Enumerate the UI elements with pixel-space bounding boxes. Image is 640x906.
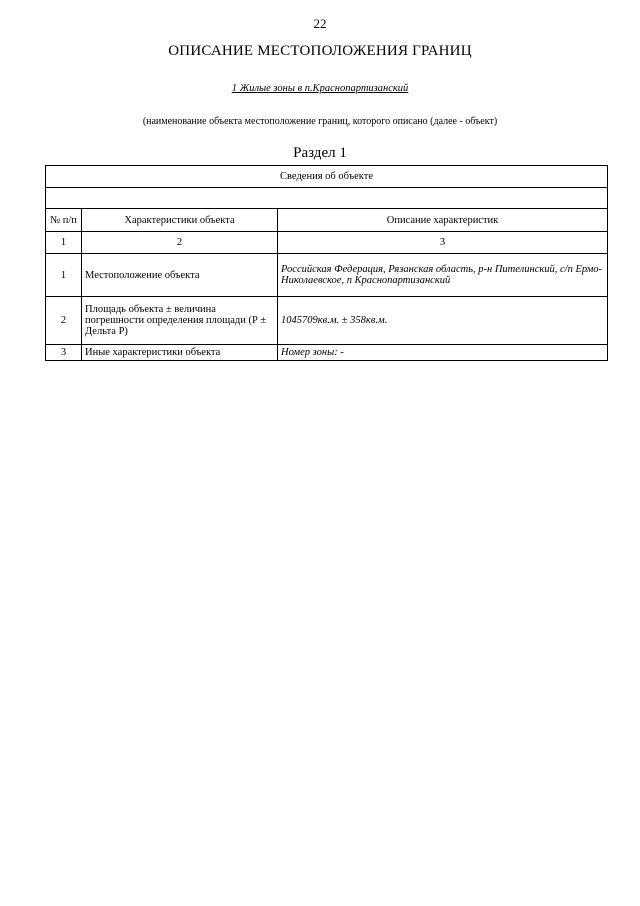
object-info-table bbox=[45, 165, 608, 361]
table-spacer-row bbox=[46, 188, 608, 209]
header-characteristic: Характеристики объекта bbox=[82, 209, 278, 232]
row-number: 2 bbox=[46, 297, 82, 345]
document-title: ОПИСАНИЕ МЕСТОПОЛОЖЕНИЯ ГРАНИЦ bbox=[168, 43, 472, 59]
table-spacer-cell bbox=[46, 188, 608, 209]
row-characteristic: Иные характеристики объекта bbox=[82, 345, 278, 361]
page-number: 22 bbox=[313, 16, 327, 31]
table-header-row bbox=[46, 209, 608, 232]
row-number: 1 bbox=[46, 254, 82, 297]
table-numbering-row bbox=[46, 232, 608, 254]
header-description: Описание характеристик bbox=[278, 209, 608, 232]
row-characteristic: Площадь объекта ± величина погрешности определения площади (Р ± Дельта Р) bbox=[82, 297, 278, 345]
header-number: № п/п bbox=[46, 209, 82, 232]
table-row bbox=[46, 345, 608, 361]
object-name bbox=[0, 83, 640, 94]
row-description: Номер зоны: - bbox=[278, 345, 608, 361]
table-caption-row bbox=[46, 166, 608, 188]
section-title: Раздел 1 bbox=[293, 145, 347, 161]
object-caption: (наименование объекта местоположение границ, которого описано (далее - объект) bbox=[142, 116, 498, 127]
row-characteristic: Местоположение объекта bbox=[82, 254, 278, 297]
numbering-cell: 3 bbox=[278, 232, 608, 254]
row-description: Российская Федерация, Рязанская область, р-н Пителинский, с/п Ермо-Николаевское, п Краснопартизанский bbox=[278, 254, 608, 297]
table-row bbox=[46, 254, 608, 297]
numbering-cell: 2 bbox=[82, 232, 278, 254]
row-number: 3 bbox=[46, 345, 82, 361]
table-caption: Сведения об объекте bbox=[46, 166, 608, 188]
table-row bbox=[46, 297, 608, 345]
numbering-cell: 1 bbox=[46, 232, 82, 254]
object-name-text: 1 Жилые зоны в п.Краснопартизанский bbox=[231, 83, 409, 94]
row-description: 1045709кв.м. ± 358кв.м. bbox=[278, 297, 608, 345]
